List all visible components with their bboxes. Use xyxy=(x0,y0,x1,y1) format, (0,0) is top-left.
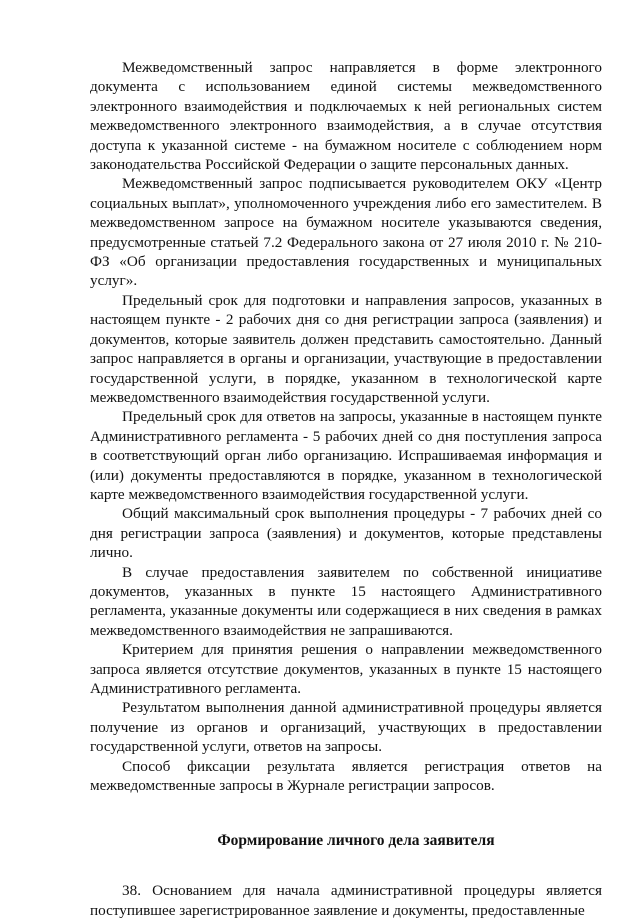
paragraph-9: Способ фиксации результата является регистрация ответов на межведомственные запросы в Журнале регистрации запросов. xyxy=(90,757,602,795)
paragraph-6: В случае предоставления заявителем по собственной инициативе документов, указанных в пункте 15 настоящего Административного регламента, указанные документы или содержащиеся в них сведения в рамках межведомственного взаимодействия не запрашиваются. xyxy=(90,563,602,639)
paragraph-4: Предельный срок для ответов на запросы, указанные в настоящем пункте Административного регламента - 5 рабочих дней со дня поступления запроса в соответствующий орган либо организацию. Испрашиваемая информация и (или) документы предоставляются в порядке, указанном в технологической карте межведомственного взаимодействия государственной услуги. xyxy=(90,408,602,503)
paragraph-1: Межведомственный запрос направляется в форме электронного документа с использованием единой системы межведомственного электронного взаимодействия и подключаемых к ней региональных систем межведомственного электронного взаимодействия, а в случае отсутствия доступа к указанной системе - на бумажном носителе с соблюдением норм законодательства Российской Федерации о защите персональных данных. xyxy=(90,59,602,174)
paragraph-2: Межведомственный запрос подписывается руководителем ОКУ «Центр социальных выплат», уполномоченного учреждения либо его заместителем. В межведомственном запросе на бумажном носителе указываются сведения, предусмотренные статьей 7.2 Федерального закона от 27 июля 2010 г. № 210-ФЗ «Об организации предоставления государственных и муниципальных услуг». xyxy=(90,175,602,290)
paragraph-38: 38. Основанием для начала административной процедуры является поступившее зарегистрированное заявление и документы, предоставленные xyxy=(90,882,602,919)
section-heading: Формирование личного дела заявителя xyxy=(217,832,495,850)
paragraph-8: Результатом выполнения данной административной процедуры является получение из органов и организаций, участвующих в предоставлении государственной услуги, ответов на запросы. xyxy=(90,699,602,756)
paragraph-5: Общий максимальный срок выполнения процедуры - 7 рабочих дней со дня регистрации запроса (заявления) и документов, которые представлены лично. xyxy=(90,505,602,562)
paragraph-3: Предельный срок для подготовки и направления запросов, указанных в настоящем пункте - 2 рабочих дня со дня регистрации запроса (заявления) и документов, которые заявитель должен представить самостоятельно. Данный запрос направляется в органы и организации, участвующие в предоставлении государственной услуги, в порядке, указанном в технологической карте межведомственного взаимодействия государственной услуги. xyxy=(90,291,602,406)
paragraph-7: Критерием для принятия решения о направлении межведомственного запроса является отсутствие документов, указанных в пункте 15 настоящего Административного регламента. xyxy=(90,641,602,697)
